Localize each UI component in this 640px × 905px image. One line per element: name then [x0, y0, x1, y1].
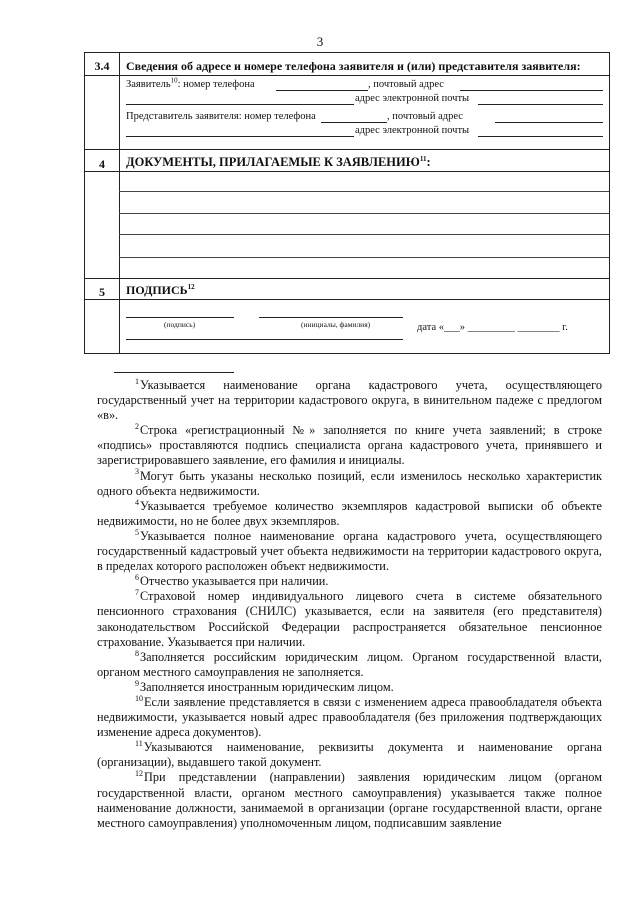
row-divider: [85, 149, 609, 150]
footnote: $^3$Могут быть указаны несколько позиций, если изменилось несколько характеристик одного объекта недвижимости.: [97, 467, 602, 498]
applicant-postal-label: , почтовый адрес: [368, 79, 444, 90]
applicant-email-field[interactable]: [126, 104, 354, 105]
footnote: $^{10}$Если заявление представляется в связи с изменением адреса правообладателя объекта недвижимости, указывается новый адрес правообладателя (без приложения подтверждающих изменение адреса документов).: [97, 693, 602, 740]
signature-caption: (подпись): [164, 320, 196, 329]
documents-row-line[interactable]: [119, 257, 609, 258]
initials-caption: (инициалы, фамилия): [301, 320, 371, 329]
representative-email-label: адрес электронной почты: [355, 125, 470, 136]
representative-phone-label: Представитель заявителя: номер телефона: [126, 111, 316, 122]
date-field[interactable]: дата «___» _________ ________ г.: [417, 322, 568, 333]
footnote: $^8$Заполняется российским юридическим лицом. Органом государственной власти, органом местного самоуправления не заполняется.: [97, 648, 602, 679]
section-number-4: 4: [99, 157, 105, 171]
section-number-5: 5: [99, 285, 105, 299]
footnote: $^5$Указывается полное наименование органа кадастрового учета, осуществляющего государственный кадастровый учет объекта недвижимости на территории кадастрового округа, в пределах которого расположен объект недвижимости.: [97, 527, 602, 574]
application-form-table: [84, 52, 610, 354]
applicant-phone-field[interactable]: [276, 90, 368, 91]
footnote: $^7$Страховой номер индивидуального лицевого счета в системе обязательного пенсионного страхования (СНИЛС) указывается, если на заявителя (его представителя) законодательством Российской Федерации распространяется обязательное пенсионное страхование. Указывается при наличии.: [97, 588, 602, 649]
signature-extra-line[interactable]: [126, 339, 403, 340]
footnote: $^9$Заполняется иностранным юридическим лицом.: [135, 678, 394, 694]
row-divider: [85, 278, 609, 279]
representative-phone-field[interactable]: [321, 122, 387, 123]
documents-row-line[interactable]: [119, 234, 609, 235]
footnote-separator: [114, 372, 234, 373]
applicant-postal-continuation-field[interactable]: [478, 104, 603, 105]
footnote: $^6$Отчество указывается при наличии.: [135, 573, 329, 589]
signature-field[interactable]: [126, 317, 234, 318]
initials-field[interactable]: [259, 317, 403, 318]
footnotes: [97, 378, 602, 831]
row-divider: [85, 171, 609, 172]
footnote: $^2$Строка «регистрационный №» заполняется по книге учета заявлений; в строке «подпись» проставляются подпись специалиста органа кадастрового учета, принявшего и зарегистрировавшего заявление, его фамилия и инициалы.: [97, 422, 602, 468]
footnote: $^{11}$Указываются наименование, реквизиты документа и наименование органа (организации), выдавшего такой документ.: [97, 739, 602, 770]
documents-row-line[interactable]: [119, 213, 609, 214]
section-number-3-4: 3.4: [94, 59, 110, 73]
representative-email-field[interactable]: [126, 136, 354, 137]
footnote: $^4$Указывается требуемое количество экземпляров кадастровой выписки об объекте недвижимости, но не более двух экземпляров.: [97, 497, 602, 528]
row-divider: [85, 299, 609, 300]
section-heading-contacts: Сведения об адресе и номере телефона заявителя и (или) представителя заявителя:: [126, 59, 581, 73]
representative-postal-field[interactable]: [495, 122, 603, 123]
section-heading-documents: ДОКУМЕНТЫ, ПРИЛАГАЕМЫЕ К ЗАЯВЛЕНИЮ$^{11}$:: [126, 154, 431, 169]
column-divider: [119, 53, 120, 353]
row-divider: [85, 75, 609, 76]
footnote: $^{12}$При представлении (направлении) заявления юридическим лицом (органом государственной власти, органом местного самоуправления) указывается также полное наименование должности, занимаемой в организации (органе государственной власти, органе местного самоуправления) уполномоченным лицом, подписавшим заявление: [97, 769, 602, 830]
documents-row-line[interactable]: [119, 191, 609, 192]
section-heading-signature: ПОДПИСЬ$^{12}$: [126, 283, 195, 297]
applicant-postal-field[interactable]: [460, 90, 603, 91]
representative-postal-continuation-field[interactable]: [478, 136, 603, 137]
applicant-email-label: адрес электронной почты: [355, 93, 470, 104]
representative-postal-label: , почтовый адрес: [387, 111, 463, 122]
page-number: 3: [316, 34, 324, 49]
applicant-phone-label: Заявитель$^{10}$: номер телефона: [126, 76, 255, 90]
footnote: $^1$Указывается наименование органа кадастрового учета, осуществляющего государственный учет на территории кадастрового округа, в винительном падеже с предлогом «в».: [97, 376, 602, 423]
